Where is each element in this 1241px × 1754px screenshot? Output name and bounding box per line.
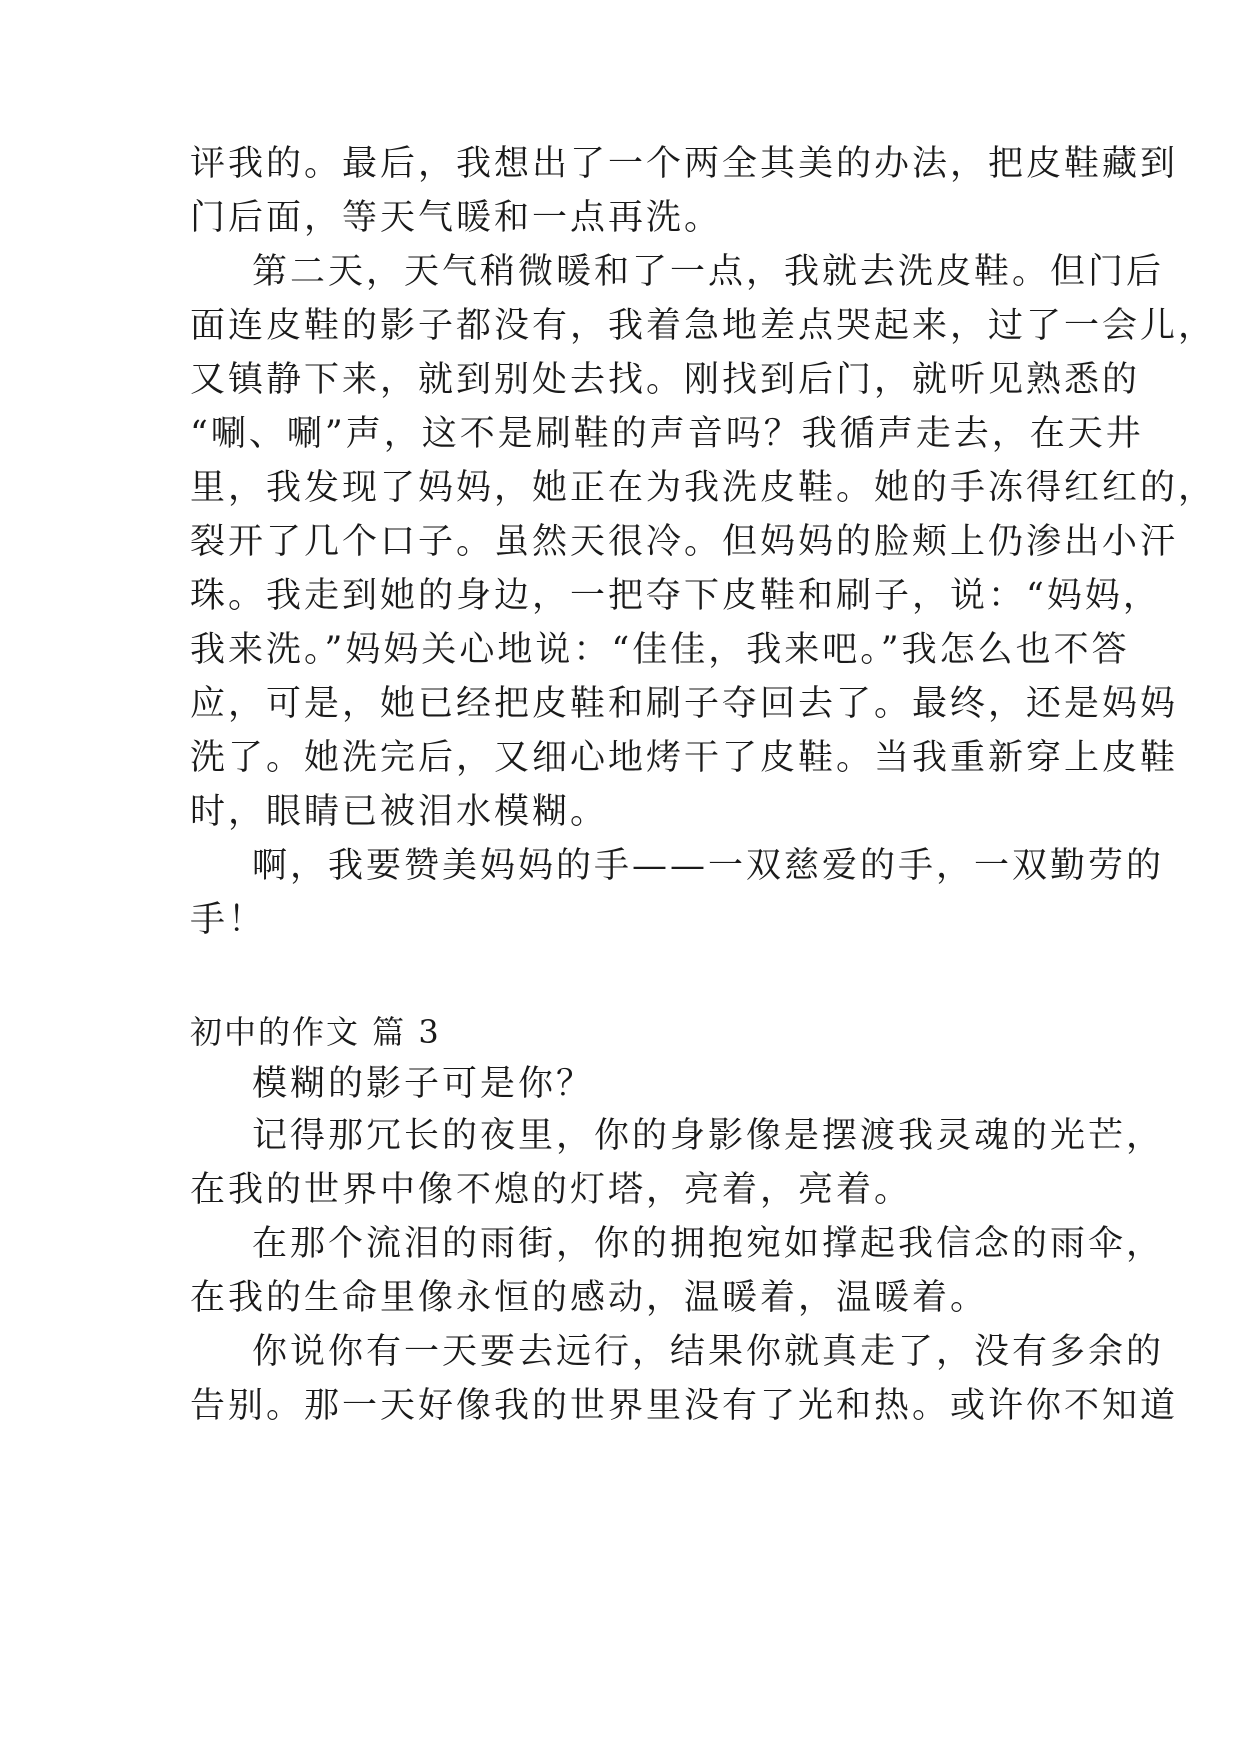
text-line: 又镇静下来，就到别处去找。刚找到后门，就听见熟悉的 bbox=[190, 360, 1141, 400]
text-line: “唰、唰”声，这不是刷鞋的声音吗？我循声走去，在天井 bbox=[190, 414, 1144, 454]
text-line: 洗了。她洗完后，又细心地烤干了皮鞋。当我重新穿上皮鞋 bbox=[190, 738, 1179, 778]
text-line: 时，眼睛已被泪水模糊。 bbox=[190, 792, 609, 832]
text-line: 裂开了几个口子。虽然天很冷。但妈妈的脸颊上仍渗出小汗 bbox=[190, 522, 1179, 562]
text-line: 评我的。最后，我想出了一个两全其美的办法，把皮鞋藏到 bbox=[190, 144, 1179, 184]
text-line: 第二天，天气稍微暖和了一点，我就去洗皮鞋。但门后 bbox=[252, 252, 1165, 292]
section-heading: 初中的作文 篇 3 bbox=[190, 1013, 441, 1051]
text-line: 珠。我走到她的身边，一把夺下皮鞋和刷子，说：“妈妈， bbox=[190, 576, 1161, 616]
text-line: 记得那冗长的夜里，你的身影像是摆渡我灵魂的光芒， bbox=[252, 1116, 1165, 1156]
essay-title: 模糊的影子可是你？ bbox=[252, 1064, 595, 1104]
text-line: 应，可是，她已经把皮鞋和刷子夺回去了。最终，还是妈妈 bbox=[190, 684, 1179, 724]
text-line: 在我的世界中像不熄的灯塔，亮着，亮着。 bbox=[190, 1170, 913, 1210]
text-line: 你说你有一天要去远行，结果你就真走了，没有多余的 bbox=[252, 1332, 1165, 1372]
text-line: 面连皮鞋的影子都没有，我着急地差点哭起来，过了一会儿， bbox=[190, 306, 1217, 346]
text-line: 在那个流泪的雨街，你的拥抱宛如撑起我信念的雨伞， bbox=[252, 1224, 1165, 1264]
text-line: 门后面，等天气暖和一点再洗。 bbox=[190, 198, 723, 238]
text-line: 手！ bbox=[190, 900, 267, 940]
text-line: 在我的生命里像永恒的感动，温暖着，温暖着。 bbox=[190, 1278, 989, 1318]
text-line: 啊，我要赞美妈妈的手——一双慈爱的手，一双勤劳的 bbox=[252, 846, 1165, 886]
text-line: 告别。那一天好像我的世界里没有了光和热。或许你不知道 bbox=[190, 1386, 1179, 1426]
text-line: 里，我发现了妈妈，她正在为我洗皮鞋。她的手冻得红红的， bbox=[190, 468, 1217, 508]
text-line: 我来洗。”妈妈关心地说：“佳佳，我来吧。”我怎么也不答 bbox=[190, 630, 1130, 670]
